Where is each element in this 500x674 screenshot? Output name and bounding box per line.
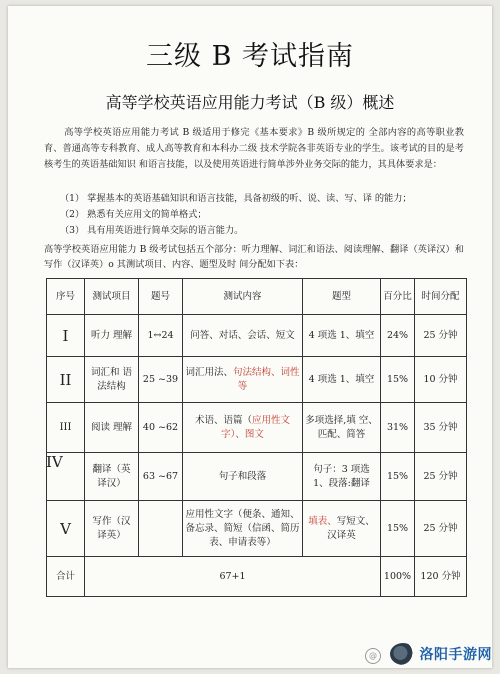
- requirement-2: （2） 熟悉有关应用文的简单格式；: [60, 209, 207, 220]
- table-row: [47, 501, 467, 557]
- row-number: 1↔24: [139, 315, 183, 357]
- header-content: 测试内容: [183, 279, 303, 315]
- content-plain: 词汇用法、: [185, 366, 233, 378]
- row-seq: V: [47, 501, 85, 557]
- table-row: [47, 357, 467, 403]
- row-percent: 24%: [381, 315, 415, 357]
- type-highlight: 填表、: [308, 515, 337, 527]
- row-type: [303, 501, 381, 557]
- row-seq: III: [47, 403, 85, 453]
- type-plain: 写短文、汉译英: [327, 515, 375, 541]
- header-type: 题型: [303, 279, 381, 315]
- page-title: 三级 B 考试指南: [145, 41, 354, 72]
- row-type: 多项选择,填 空、匹配、简答: [303, 403, 381, 453]
- total-number: 67+1: [85, 557, 381, 597]
- row-time: 25 分钟: [415, 315, 467, 357]
- row-seq-iv: IV: [46, 453, 63, 471]
- row-percent: 15%: [381, 453, 415, 501]
- intro-paragraph: 高等学校英语应用能力考试 B 级适用于修完《基本要求》B 级所规定的 全部内容的高等职业教育、普通高等专科教育、成人高等教育和本科办二级 技术学院各非英语专业的学生。该考试的目的是考核考生的英语基础知识 和语言技能，以及使用英语进行简单涉外业务交际的能力，其具体要求是：: [44, 127, 464, 170]
- header-item: 测试项目: [85, 279, 139, 315]
- row-content: 应用性文字（便条、通知、备忘录、简短（信函、简历表、申请表等）: [183, 501, 303, 557]
- watermark: [362, 640, 492, 668]
- table-row: [47, 315, 467, 357]
- row-percent: 15%: [381, 357, 415, 403]
- row-content: 句子和段落: [183, 453, 303, 501]
- row-percent: 15%: [381, 501, 415, 557]
- row-seq: I: [47, 315, 85, 357]
- row-time: 25 分钟: [415, 453, 467, 501]
- table-row: [47, 403, 467, 453]
- row-item: 词汇和 语法结构: [85, 357, 139, 403]
- watermark-logo-icon: [390, 643, 416, 665]
- row-item: 阅读 理解: [85, 403, 139, 453]
- row-type: 4 项选 1、填空: [303, 357, 381, 403]
- row-content: [183, 403, 303, 453]
- row-number: [139, 501, 183, 557]
- row-time: 25 分钟: [415, 501, 467, 557]
- total-label: 合计: [47, 557, 85, 597]
- table-header-row: [47, 279, 467, 315]
- requirement-3: （3） 具有用英语进行简单交际的语言能力。: [60, 225, 244, 236]
- row-item: 写作（汉 译英）: [85, 501, 139, 557]
- watermark-circle-icon: @: [365, 648, 381, 664]
- header-seq: 序号: [47, 279, 85, 315]
- header-time: 时间分配: [415, 279, 467, 315]
- header-percent: 百分比: [381, 279, 415, 315]
- row-time: 35 分钟: [415, 403, 467, 453]
- row-item: 听力 理解: [85, 315, 139, 357]
- page-subtitle: 高等学校英语应用能力考试（B 级）概述: [105, 93, 395, 112]
- requirement-1: （1） 掌握基本的英语基础知识和语言技能，具备初级的听、说、读、写、译 的能力；: [60, 193, 412, 204]
- row-number: 63 ~67: [139, 453, 183, 501]
- row-number: 40 ~62: [139, 403, 183, 453]
- row-type: 4 项选 1、填空: [303, 315, 381, 357]
- table-total-row: [47, 557, 467, 597]
- content-highlight: 句法结构、词性等: [233, 366, 300, 392]
- row-content: [183, 357, 303, 403]
- exam-table: [46, 278, 467, 597]
- row-type: 句子：3 项选 1、段落:翻译: [303, 453, 381, 501]
- header-number: 题号: [139, 279, 183, 315]
- parts-paragraph: 高等学校英语应用能力 B 级考试包括五个部分：听力理解、词汇和语法、阅读理解、翻译（英译汉）和写作（汉译英）o 其测试项目、内容、题型及时 间分配如下表：: [44, 244, 464, 270]
- content-highlight: 应用性文字）、图文: [221, 414, 291, 440]
- total-percent: 100%: [381, 557, 415, 597]
- row-time: 10 分钟: [415, 357, 467, 403]
- watermark-text: 洛阳手游网: [419, 647, 492, 663]
- row-seq: II: [47, 357, 85, 403]
- content-plain: 术语、语篇（: [194, 414, 252, 426]
- table-row: [47, 453, 467, 501]
- row-content: 问答、对话、会话、短文: [183, 315, 303, 357]
- total-time: 120 分钟: [415, 557, 467, 597]
- row-number: 25 ~39: [139, 357, 183, 403]
- row-percent: 31%: [381, 403, 415, 453]
- row-item: 翻译（英 译汉）: [85, 453, 139, 501]
